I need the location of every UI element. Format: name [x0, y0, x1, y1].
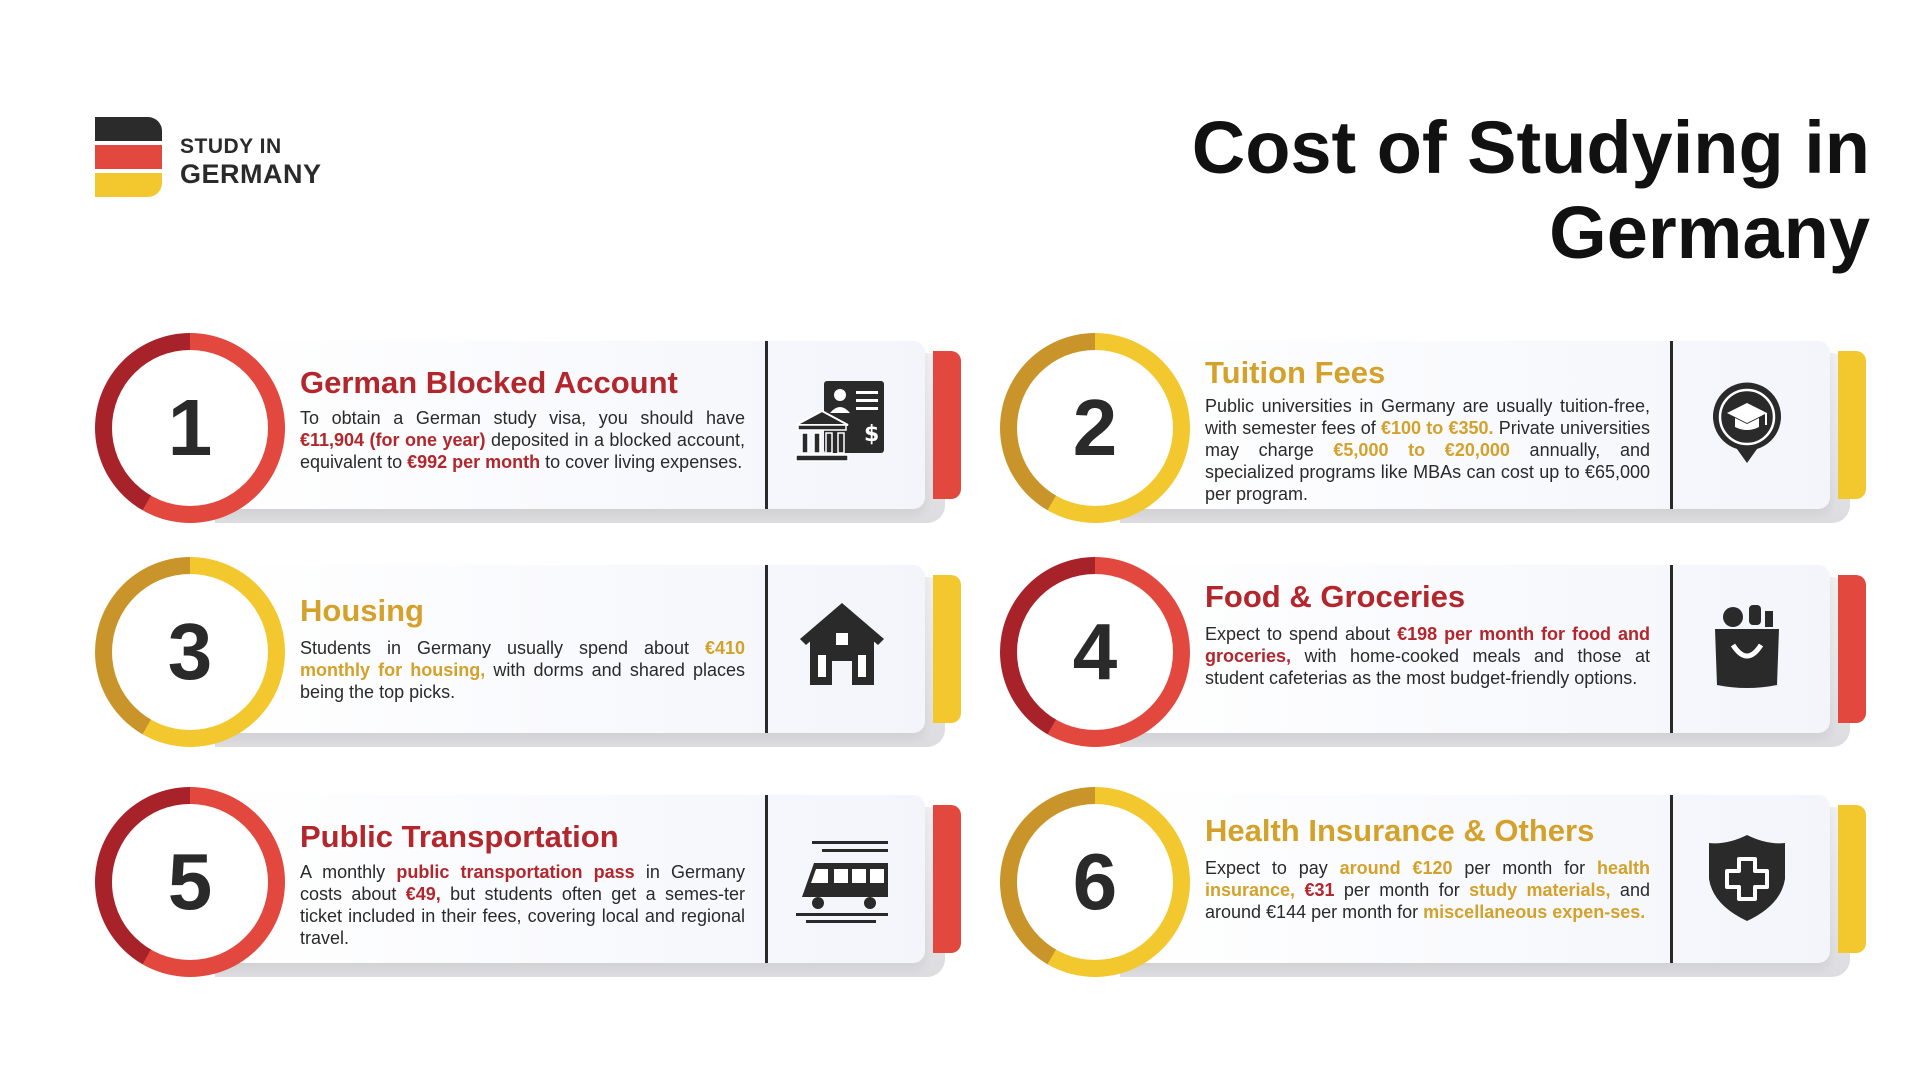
- house-icon: [792, 597, 892, 697]
- card-accent-tab: [933, 805, 961, 953]
- card-text: Students in Germany usually spend about €410 monthly for housing, with dorms and shared places being the top picks.: [300, 638, 746, 702]
- card-text: Expect to spend about €198 per month for food and groceries, with home-cooked meals and those at student cafeterias as the most budget-friendly options.: [1205, 624, 1650, 688]
- shield-cross-icon: [1697, 827, 1797, 927]
- card-housing: [95, 557, 975, 747]
- card-accent-tab: [933, 575, 961, 723]
- number-ring: [95, 787, 285, 977]
- card-title: German Blocked Account: [300, 365, 678, 400]
- card-divider: [765, 795, 768, 963]
- card-public-transportation: [95, 787, 975, 977]
- card-food-groceries: [1000, 557, 1880, 747]
- train-icon: [792, 827, 892, 927]
- card-accent-tab: [933, 351, 961, 499]
- card-title: Housing: [300, 593, 424, 628]
- card-number: 1: [112, 350, 268, 506]
- study-in-germany-logo: [95, 117, 435, 209]
- card-number: 3: [112, 574, 268, 730]
- card-divider: [765, 565, 768, 733]
- card-accent-tab: [1838, 351, 1866, 499]
- card-text: Public universities in Germany are usually tuition-free, with semester fees of €100 to €350. Private universities may charge €5,000 to €20,000 annually, and specialized programs like MBAs can cost up to €65,000 per program.: [1205, 396, 1651, 504]
- card-text: To obtain a German study visa, you should have €11,904 (for one year) deposited in a blocked account, equivalent to €992 per month to cover living expenses.: [300, 408, 745, 472]
- card-number: 5: [112, 804, 268, 960]
- logo-line-2: GERMANY: [180, 159, 322, 189]
- card-text: Expect to pay around €120 per month for health insurance, €31 per month for study materials, and around €144 per month for miscellaneous expen-ses.: [1205, 858, 1650, 922]
- number-ring: [95, 557, 285, 747]
- card-accent-tab: [1838, 575, 1866, 723]
- card-tuition-fees: [1000, 333, 1880, 523]
- card-number: 6: [1017, 804, 1173, 960]
- card-number: 2: [1017, 350, 1173, 506]
- card-title: Health Insurance & Others: [1205, 813, 1595, 848]
- page-title: Cost of Studying in Germany: [1191, 106, 1870, 274]
- card-divider: [1670, 341, 1673, 509]
- svg-text:$: $: [864, 422, 880, 447]
- number-ring: [1000, 557, 1190, 747]
- card-text: A monthly public transportation pass in Germany costs about €49, but students often get a semes-ter ticket included in their fees, covering local and regional travel.: [300, 862, 746, 948]
- number-ring: [1000, 333, 1190, 523]
- number-ring: [95, 333, 285, 523]
- card-title: Food & Groceries: [1205, 579, 1466, 614]
- graduation-cap-pin-icon: [1697, 373, 1797, 473]
- german-flag-icon: [95, 117, 162, 207]
- card-health-insurance: [1000, 787, 1880, 977]
- number-ring: [1000, 787, 1190, 977]
- card-divider: [765, 341, 768, 509]
- card-number: 4: [1017, 574, 1173, 730]
- bank-document-icon: [792, 373, 892, 473]
- logo-line-1: STUDY IN: [180, 135, 282, 158]
- card-title: Tuition Fees: [1205, 355, 1386, 390]
- card-divider: [1670, 565, 1673, 733]
- card-blocked-account: [95, 333, 975, 523]
- card-accent-tab: [1838, 805, 1866, 953]
- card-title: Public Transportation: [300, 819, 619, 854]
- grocery-bag-icon: [1697, 597, 1797, 697]
- card-divider: [1670, 795, 1673, 963]
